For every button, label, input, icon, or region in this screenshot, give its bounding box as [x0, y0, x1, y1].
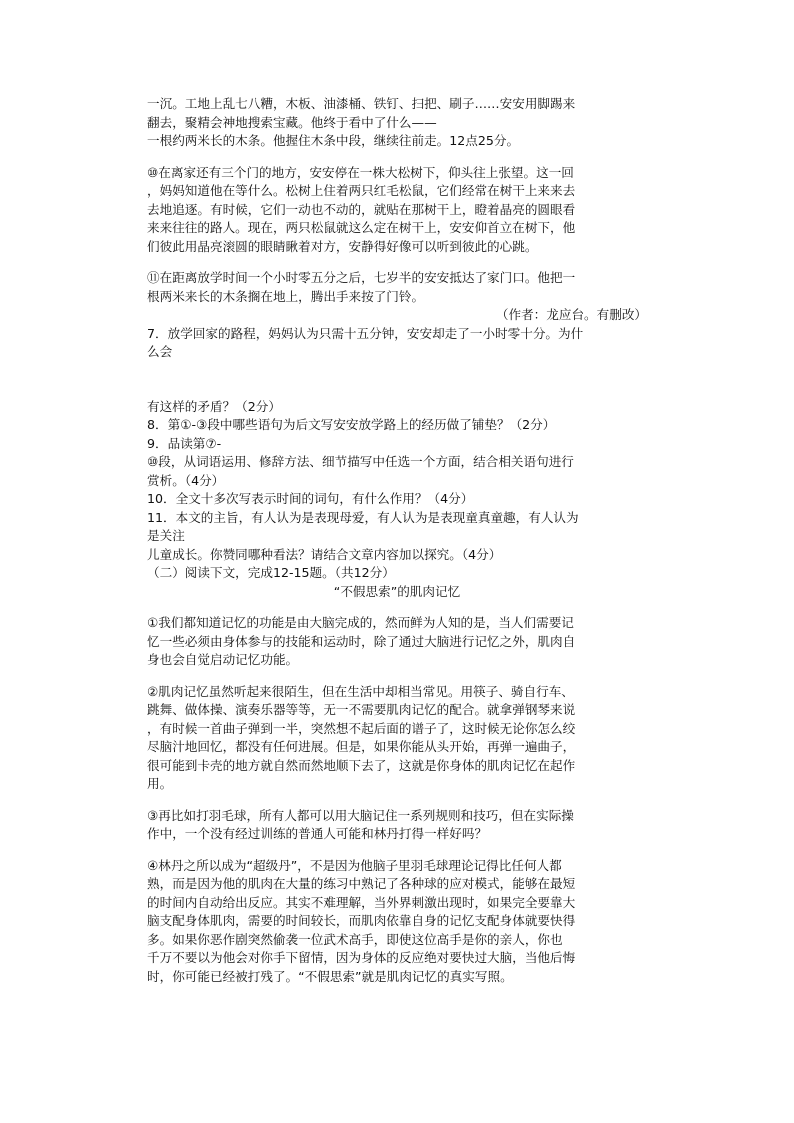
- article-paragraph-1: [147, 614, 647, 670]
- text-line: ②肌肉记忆虽然听起来很陌生，但在生活中却相当常见。用筷子、骑自行车、: [147, 683, 574, 699]
- article-paragraph-2: [147, 683, 647, 794]
- text-line: ，有时候一首曲子弹到一半，突然想不起后面的谱子了，这时候无论你怎么绞: [147, 720, 576, 736]
- text-line: 熟，而是因为他的肌肉在大量的练习中熟记了各种球的应对模式，能够在最短: [147, 876, 576, 891]
- text-line: 身也会自觉启动记忆功能。: [147, 652, 299, 667]
- text-line: 跳舞、做体操、演奏乐器等等，无一不需要肌肉记忆的配合。就拿弹钢琴来说: [147, 702, 576, 717]
- paragraph-11: [147, 269, 647, 306]
- text-line: 时，你可能已经被打残了。“不假思索”就是肌肉记忆的真实写照。: [147, 968, 513, 984]
- text-line: 8．第①-③段中哪些语句为后文写安安放学路上的经历做了铺垫？（2分）: [147, 417, 556, 432]
- text-line: ，妈妈知道他在等什么。松树上住着两只红毛松鼠，它们经常在树干上来来去: [147, 183, 576, 198]
- article-paragraph-3: [147, 807, 647, 844]
- paragraph-10: [147, 164, 647, 257]
- text-line: 7．放学回家的路程，妈妈认为只需十五分钟，安安却走了一小时零十分。为什: [147, 325, 584, 341]
- text-line: 脑支配身体肌肉，需要的时间较长，而肌肉依靠自身的记忆支配身体就要快得: [147, 913, 576, 928]
- text-line: 很可能到卡壳的地方就自然而然地顺下去了，这就是你身体的肌肉记忆在起作: [147, 757, 576, 773]
- text-line: 根两米来长的木条搁在地上，腾出手来按了门铃。: [147, 288, 425, 304]
- article-paragraph-4: [147, 857, 647, 987]
- text-line: 儿童成长。你赞同哪种看法？请结合文章内容加以探究。（4分）: [147, 546, 502, 562]
- text-line: ⑩段，从词语运用、修辞方法、细节描写中任选一个方面，结合相关语句进行: [147, 454, 574, 469]
- document-page: [147, 95, 647, 986]
- text-line: 忆一些必须由身体参与的技能和运动时，除了通过大脑进行记忆之外，肌肉自: [147, 633, 576, 649]
- text-line: 么会: [147, 344, 173, 359]
- article-title: “不假思索”的肌肉记忆: [333, 583, 461, 599]
- text-line: 11．本文的主旨，有人认为是表现母爱，有人认为是表现童真童趣，有人认为: [147, 509, 579, 525]
- text-line: （二）阅读下文，完成12-15题。（共12分）: [147, 565, 395, 580]
- passage-top: [147, 95, 647, 151]
- questions: [147, 398, 647, 583]
- text-line: 的时间内自动给出反应。其实不难理解，当外界刺激出现时，如果完全要靠大: [147, 894, 576, 910]
- text-line: ①我们都知道记忆的功能是由大脑完成的，然而鲜为人知的是，当人们需要记: [147, 615, 574, 630]
- source-note: （作者：龙应台。有删改）: [495, 307, 647, 322]
- question-7: [147, 325, 647, 362]
- text-line: 有这样的矛盾？（2分）: [147, 398, 281, 414]
- text-line: 千万不要以为他会对你手下留情，因为身体的反应绝对要快过大脑，当他后悔: [147, 950, 576, 965]
- text-line: 尽脑汁地回忆，都没有任何进展。但是，如果你能从头开始，再弹一遍曲子，: [147, 739, 576, 754]
- text-line: 是关注: [147, 528, 185, 543]
- text-line: 来来往往的路人。现在，两只松鼠就这么定在树干上，安安仰首立在树下，他: [147, 220, 576, 235]
- text-line: 翻去，聚精会神地搜索宝藏。他终于看中了什么——: [147, 114, 437, 130]
- text-line: 们彼此用晶亮滚圆的眼睛瞅着对方，安静得好像可以听到彼此的心跳。: [147, 238, 538, 254]
- text-line: ⑩在离家还有三个门的地方，安安停在一株大松树下，仰头往上张望。这一回: [147, 164, 574, 180]
- text-line: ⑪在距离放学时间一个小时零五分之后，七岁半的安安抵达了家门口。他把一: [147, 270, 576, 285]
- text-line: 多。如果你恶作剧突然偷袭一位武术高手，即使这位高手是你的亲人，你也: [147, 931, 563, 947]
- text-line: 一根约两米长的木条。他握住木条中段，继续往前走。12点25分。: [147, 133, 520, 148]
- text-line: 9．品读第⑦-: [147, 435, 222, 451]
- text-line: 去地追逐。有时候，它们一动也不动的，就贴在那树干上，瞪着晶亮的圆眼看: [147, 201, 576, 217]
- text-line: 一沉。工地上乱七八糟，木板、油漆桶、铁钉、扫把、刷子……安安用脚踢来: [147, 96, 576, 111]
- text-line: ④林丹之所以成为“超级丹”，不是因为他脑子里羽毛球理论记得比任何人都: [147, 857, 562, 873]
- text-line: 赏析。（4分）: [147, 472, 225, 488]
- text-line: ③再比如打羽毛球，所有人都可以用大脑记住一系列规则和技巧，但在实际操: [147, 807, 574, 823]
- text-line: 用。: [147, 776, 173, 791]
- text-line: 10．全文十多次写表示时间的词句，有什么作用？（4分）: [147, 491, 474, 506]
- text-line: 作中，一个没有经过训练的普通人可能和林丹打得一样好吗？: [147, 826, 488, 841]
